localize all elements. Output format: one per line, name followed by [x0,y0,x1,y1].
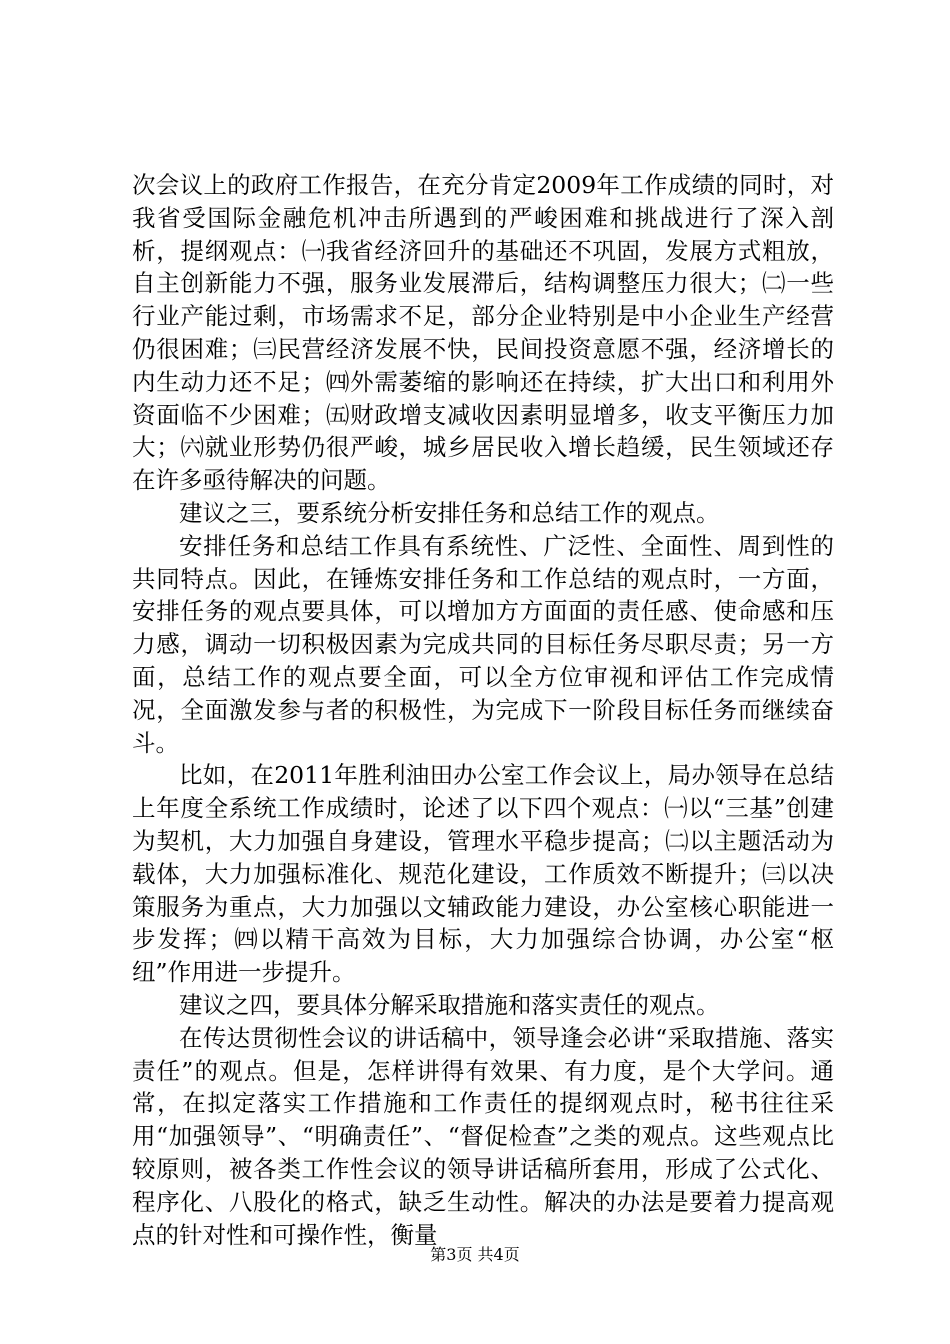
page-footer: 第3页 共4页 [430,1245,520,1264]
paragraph-1: 次会议上的政府工作报告，在充分肯定2009年工作成绩的同时，对我省受国际金融危机冲击所遇到的严峻困难和挑战进行了深入剖析，提纲观点：㈠我省经济回升的基础还不巩固，发展方式粗放，自主创新能力不强，服务业发展滞后，结构调整压力很大；㈡一些行业产能过剩，市场需求不足，部分企业特别是中小企业生产经营仍很困难；㈢民营经济发展不快，民间投资意愿不强，经济增长的内生动力还不足；㈣外需萎缩的影响还在持续，扩大出口和利用外资面临不少困难；㈤财政增支减收因素明显增多，收支平衡压力加大；㈥就业形势仍很严峻，城乡居民收入增长趋缓，民生领域还存在许多亟待解决的问题。 [132,171,834,495]
paragraph-4: 比如，在2011年胜利油田办公室工作会议上，局办领导在总结上年度全系统工作成绩时，论述了以下四个观点：㈠以“三基”创建为契机，大力加强自身建设，管理水平稳步提高；㈡以主题活动为载体，大力加强标准化、规范化建设，工作质效不断提升；㈢以决策服务为重点，大力加强以文辅政能力建设，办公室核心职能进一步发挥；㈣以精干高效为目标，大力加强综合协调，办公室“枢纽”作用进一步提升。 [132,761,834,987]
paragraph-2: 建议之三，要系统分析安排任务和总结工作的观点。 [179,498,720,527]
paragraph-5: 建议之四，要具体分解采取措施和落实责任的观点。 [179,990,720,1019]
paragraph-3: 安排任务和总结工作具有系统性、广泛性、全面性、周到性的共同特点。因此，在锤炼安排任务和工作总结的观点时，一方面，安排任务的观点要具体，可以增加方方面面的责任感、使命感和压力感，调动一切积极因素为完成共同的目标任务尽职尽责；另一方面，总结工作的观点要全面，可以全方位审视和评估工作完成情况，全面激发参与者的积极性，为完成下一阶段目标任务而继续奋斗。 [132,531,834,757]
document-body [132,169,834,1251]
paragraph-6: 在传达贯彻性会议的讲话稿中，领导逢会必讲“采取措施、落实责任”的观点。但是，怎样讲得有效果、有力度，是个大学问。通常，在拟定落实工作措施和工作责任的提纲观点时，秘书往往采用“加强领导”、“明确责任”、“督促检查”之类的观点。这些观点比较原则，被各类工作性会议的领导讲话稿所套用，形成了公式化、程序化、八股化的格式，缺乏生动性。解决的办法是要着力提高观点的针对性和可操作性，衡量 [132,1023,834,1249]
